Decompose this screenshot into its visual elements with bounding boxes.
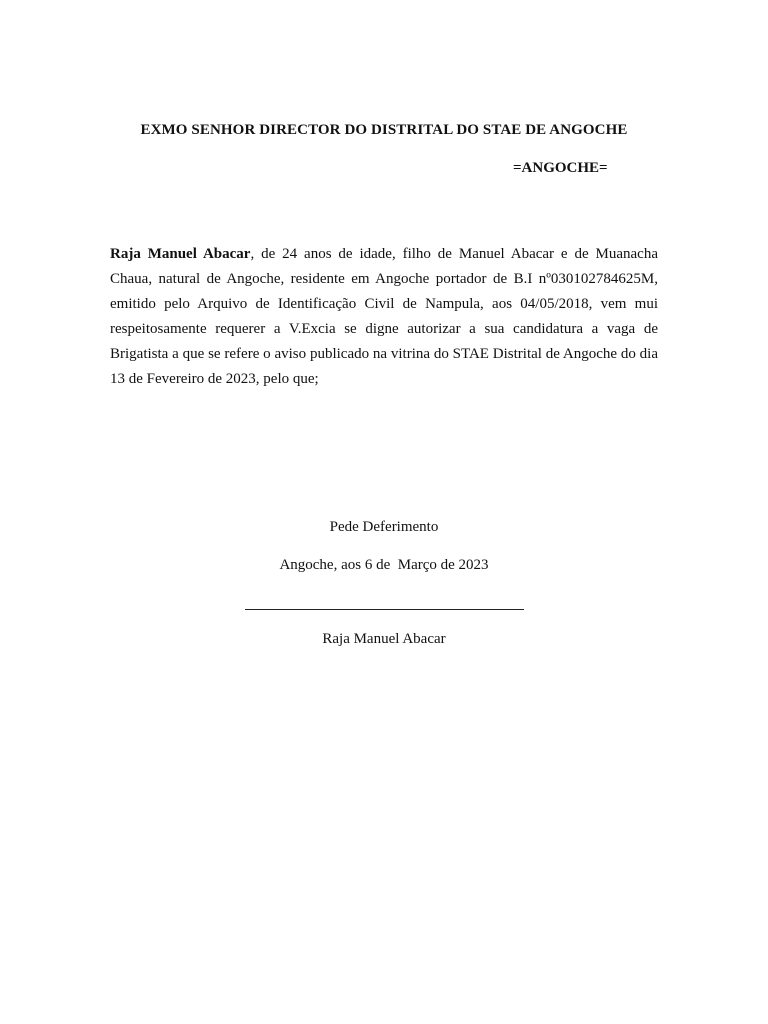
place-date: Angoche, aos 6 de Março de 2023 bbox=[279, 557, 489, 573]
signature-name: Raja Manuel Abacar bbox=[322, 631, 446, 647]
request-paragraph bbox=[110, 242, 658, 392]
signature-line bbox=[245, 609, 524, 610]
closing-text: Pede Deferimento bbox=[329, 519, 439, 535]
applicant-name: Raja Manuel Abacar bbox=[110, 246, 251, 262]
location-heading: =ANGOCHE= bbox=[513, 160, 608, 176]
request-text: , de 24 anos de idade, filho de Manuel Abacar e de Muanacha Chaua, natural de Angoche, residente em Angoche portador de B.I nº030102784625M, emitido pelo Arquivo de Identificação Civil de Nampula, aos 04/05/2018, vem mui respeitosamente requerer a V.Excia se digne autorizar a sua candidatura a vaga de Brigatista a que se refere o aviso publicado na vitrina do STAE Distrital de Angoche do dia 13 de Fevereiro de 2023, pelo que; bbox=[110, 246, 658, 387]
addressee-heading: EXMO SENHOR DIRECTOR DO DISTRITAL DO STAE DE ANGOCHE bbox=[140, 122, 628, 138]
